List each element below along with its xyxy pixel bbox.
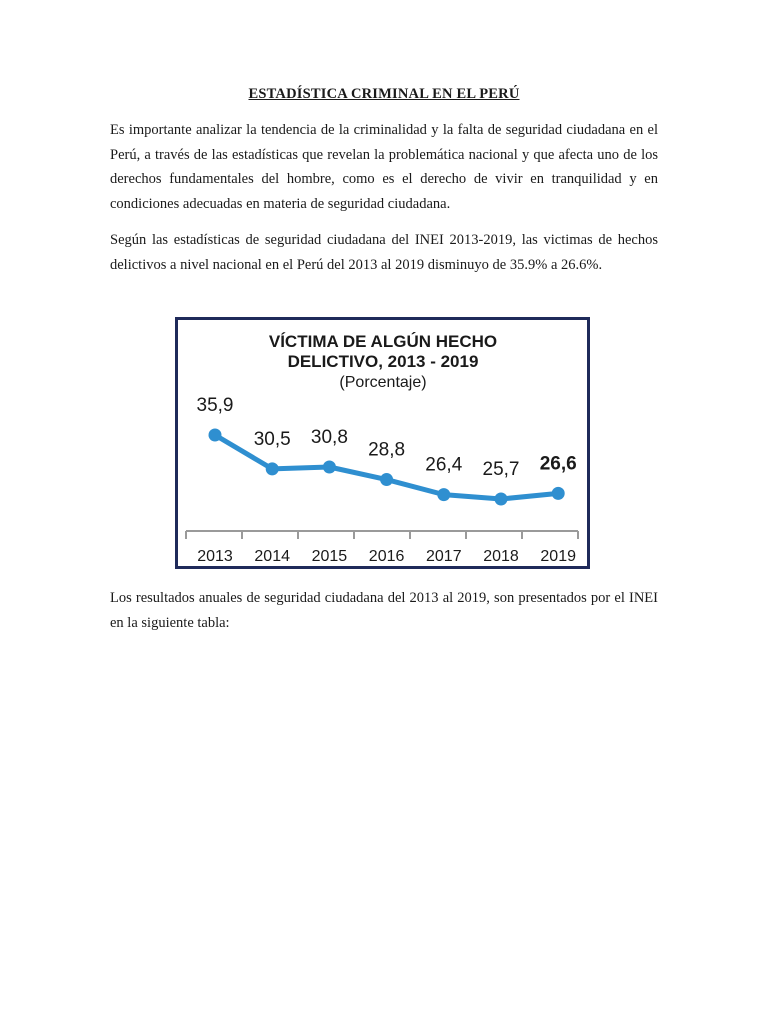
data-point — [437, 488, 450, 501]
x-tick-label: 2017 — [426, 548, 462, 565]
data-label: 26,4 — [425, 454, 463, 476]
x-tick-label: 2015 — [311, 548, 348, 565]
chart-title-line-1: VÍCTIMA DE ALGÚN HECHO — [268, 332, 498, 351]
table-intro-paragraph: Los resultados anuales de seguridad ciudadana del 2013 al 2019, son presentados por el INEI en la siguiente tabla: — [110, 590, 658, 631]
chart-title-line-2: DELICTIVO, 2013 - 2019 — [287, 352, 479, 371]
data-label: 26,6 — [539, 453, 577, 475]
data-label: 25,7 — [482, 459, 520, 480]
data-label: 28,8 — [368, 439, 406, 461]
x-axis — [186, 531, 578, 565]
data-point — [266, 462, 279, 475]
chart-canvas — [178, 320, 587, 566]
intro-paragraph: Es importante analizar la tendencia de la criminalidad y la falta de seguridad ciudadana en el Perú, a través de las estadísticas que revelan la problemática nacional y que afecta uno de los derechos fundamentales del hombre, como es el derecho de vivir en tranquilidad y en condiciones adecuadas en materia de seguridad ciudadana. — [110, 122, 658, 212]
data-label: 30,8 — [310, 427, 348, 448]
data-label: 35,9 — [196, 395, 234, 416]
series-line-group — [197, 395, 577, 506]
data-point — [209, 429, 222, 442]
data-point — [380, 473, 393, 486]
data-point — [552, 487, 565, 500]
x-tick-label: 2013 — [197, 548, 233, 565]
statistics-paragraph: Según las estadísticas de seguridad ciudadana del INEI 2013-2019, las victimas de hechos delictivos a nivel nacional en el Perú del 2013 al 2019 disminuyo de 35.9% a 26.6%. — [110, 232, 658, 273]
x-tick-label: 2014 — [254, 548, 290, 565]
x-tick-label: 2016 — [368, 548, 405, 565]
data-label: 30,5 — [253, 428, 291, 450]
victims-line-chart — [175, 317, 590, 569]
x-tick-label: 2019 — [540, 548, 576, 565]
x-tick-label: 2018 — [483, 548, 519, 565]
page-title: ESTADÍSTICA CRIMINAL EN EL PERÚ — [248, 86, 520, 102]
chart-subtitle: (Porcentaje) — [339, 374, 427, 391]
data-point — [495, 493, 508, 506]
data-point — [323, 461, 336, 474]
